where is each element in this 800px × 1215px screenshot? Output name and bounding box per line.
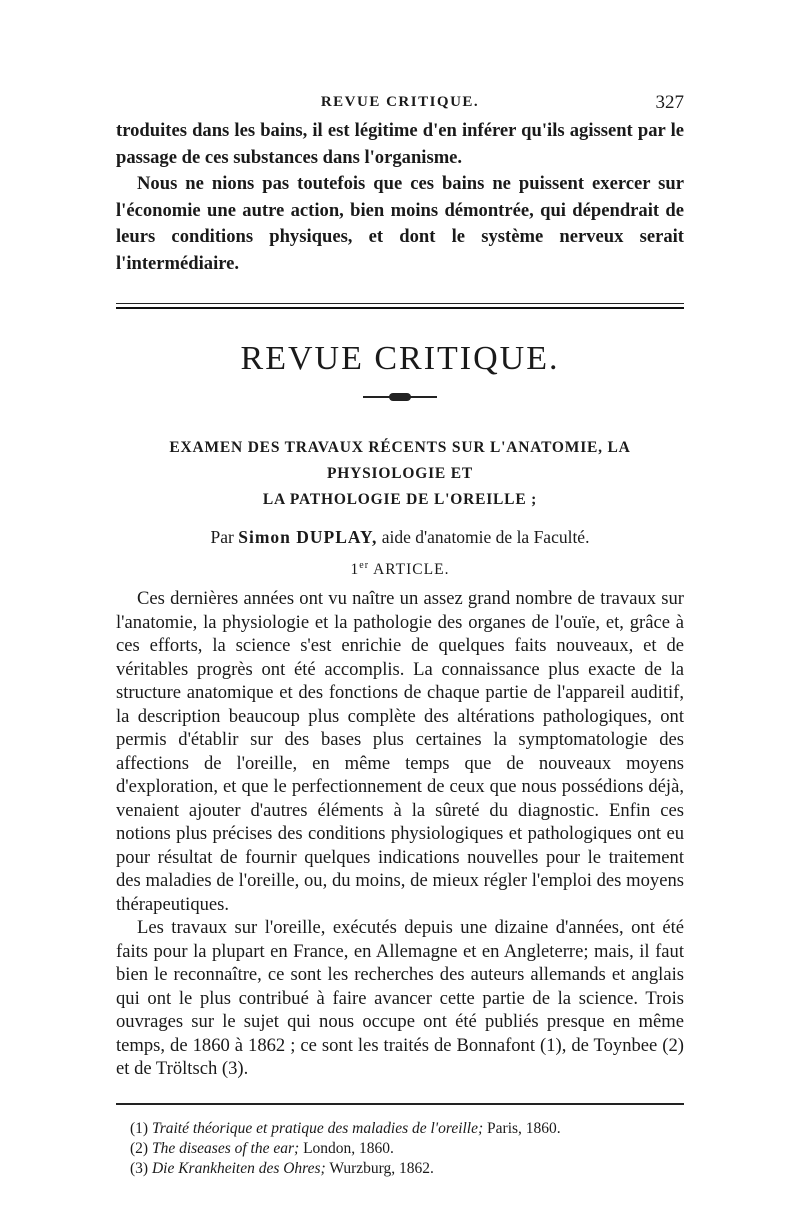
ornament-divider-icon: [363, 393, 437, 401]
byline: [116, 527, 684, 548]
byline-prefix: Par: [210, 527, 234, 547]
intro-text: [116, 118, 684, 277]
body-paragraph-2: Les travaux sur l'oreille, exécutés depuis une dizaine d'années, ont été faits pour la plupart en France, en Allemagne et en Angleterre; mais, il faut bien le reconnaître, ce sont les recherches des auteurs allemands et anglais qui ont le plus contribué à faire avancer cette partie de la science. Trois ouvrages sur le sujet qui nous occupe ont été publiés presque en même temps, de 1860 à 1862 ; ce sont les traités de Bonnafont (1), de Toynbee (2) et de Tröltsch (3).: [116, 917, 684, 1080]
footnote-rule: [116, 1103, 684, 1105]
book-page: [116, 92, 684, 1179]
footnote-number: (2): [130, 1139, 149, 1157]
double-rule-divider: [116, 303, 684, 313]
intro-paragraph-1: troduites dans les bains, il est légitime d'en inférer qu'ils agissent par le passage de ces substances dans l'organisme.: [116, 120, 684, 168]
article-number-sup: er: [359, 560, 370, 571]
footnote-publication: Wurzburg, 1862.: [325, 1159, 434, 1177]
author-title: aide d'anatomie de la Faculté.: [381, 527, 590, 547]
footnote-publication: London, 1860.: [299, 1139, 394, 1157]
article-heading-line-1: EXAMEN DES TRAVAUX RÉCENTS SUR L'ANATOMIE, LA PHYSIOLOGIE ET: [169, 439, 631, 482]
footnote-publication: Paris, 1860.: [483, 1119, 561, 1137]
article-heading-line-2: LA PATHOLOGIE DE L'OREILLE ;: [262, 491, 538, 508]
footnote-title: Die Krankheiten des Ohres;: [151, 1159, 326, 1177]
intro-paragraph-2: Nous ne nions pas toutefois que ces bains ne puissent exercer sur l'économie une autre action, bien moins démontrée, qui dépendrait de leurs conditions physiques, et dont le système nerveux serait l'intermédiaire.: [116, 173, 684, 274]
running-head: [116, 92, 684, 114]
footnote-item: [130, 1159, 684, 1179]
footnote-item: [130, 1119, 684, 1139]
footnote-title: Traité théorique et pratique des maladies de l'oreille;: [151, 1119, 484, 1137]
footnotes: [116, 1119, 684, 1179]
footnote-number: (3): [130, 1159, 149, 1177]
article-body: [116, 587, 684, 1081]
rule-thick: [116, 307, 684, 309]
footnote-number: (1): [130, 1119, 149, 1137]
footnote-item: [130, 1139, 684, 1159]
article-number: [116, 560, 684, 579]
author-name: Simon DUPLAY,: [238, 527, 378, 547]
footnote-title: The diseases of the ear;: [151, 1139, 300, 1157]
page-number: 327: [655, 92, 684, 113]
ornament-knot: [389, 393, 411, 401]
running-title: REVUE CRITIQUE.: [320, 94, 480, 110]
article-number-label: ARTICLE.: [373, 561, 450, 579]
article-number-main: 1: [350, 561, 360, 579]
body-paragraph-1: Ces dernières années ont vu naître un assez grand nombre de travaux sur l'anatomie, la physiologie et la pathologie des organes de l'ouïe, et, grâce à ces efforts, la science s'est enrichie de quelques faits nouveaux, et de véritables progrès ont été accomplis. La connaissance plus exacte de la structure anatomique et des fonctions de chaque partie de l'appareil auditif, la description beaucoup plus complète des altérations pathologiques, ont permis d'établir sur des bases plus certaines la symptomatologie des affections de l'oreille, en même temps que de nouveaux moyens d'exploration, et que le perfectionnement de ceux que nous possédions déjà, venaient ajouter d'autres éléments à la sûreté du diagnostic. Enfin ces notions plus précises des conditions physiologiques et pathologiques ont eu pour résultat de fournir quelques indications nouvelles pour le traitement des maladies de l'oreille, ou, du moins, de mieux régler l'emploi des moyens thérapeutiques.: [116, 588, 684, 915]
article-heading: [116, 435, 684, 513]
rule-thin: [116, 303, 684, 304]
section-title: REVUE CRITIQUE.: [240, 340, 560, 377]
